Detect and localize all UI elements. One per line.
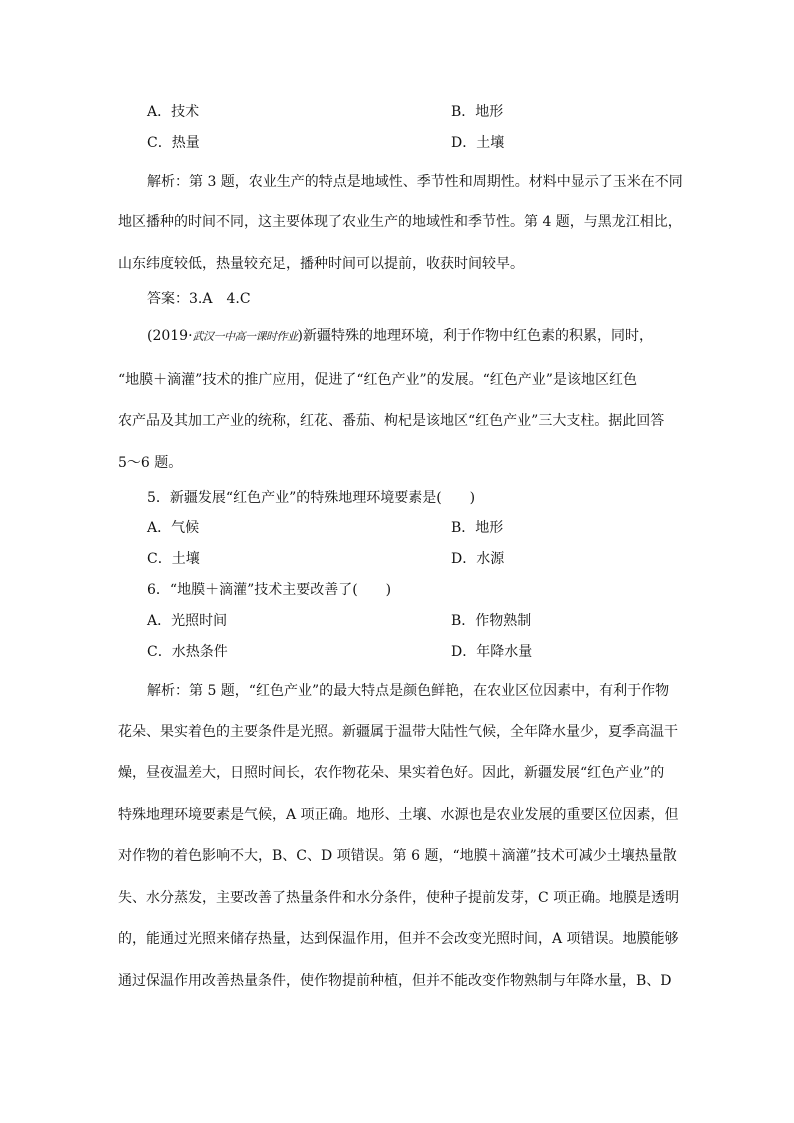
q5-option-d: D．水源 xyxy=(451,551,505,567)
question-6-stem: 6．“地膜＋滴灌”技术主要改善了( ) xyxy=(147,582,392,598)
analysis-line: 的，能通过光照来储存热量，达到保温作用，但并不会改变光照时间，A 项错误。地膜能够 xyxy=(118,931,679,947)
analysis-line: 花朵、果实着色的主要条件是光照。新疆属于温带大陆性气候，全年降水量少，夏季高温干 xyxy=(118,724,678,740)
question-5-stem: 5．新疆发展“红色产业”的特殊地理环境要素是( ) xyxy=(147,490,476,506)
analysis-line: 对作物的着色影响不大，B、C、D 项错误。第 6 题，“地膜＋滴灌”技术可减少土壤热量散 xyxy=(118,848,677,864)
analysis-line: 失、水分蒸发，主要改善了热量条件和水分条件，使种子提前发芽，C 项正确。地膜是透明 xyxy=(118,890,680,906)
material-line: 5～6 题。 xyxy=(118,455,183,471)
material-first-line xyxy=(147,326,653,347)
q5-option-b: B．地形 xyxy=(451,520,504,536)
q6-option-b: B．作物熟制 xyxy=(451,613,532,629)
q6-option-a: A．光照时间 xyxy=(147,613,228,629)
material-year: (2019· xyxy=(147,328,193,344)
option-c: C．热量 xyxy=(147,135,200,151)
analysis-line: 特殊地理环境要素是气候，A 项正确。地形、土壤、水源也是农业发展的重要区位因素，但 xyxy=(118,807,679,823)
material-source: 武汉一中高一课时作业 xyxy=(192,330,298,343)
answer-q3-q4: 答案：3.A 4.C xyxy=(147,291,251,307)
q5-option-a: A．气候 xyxy=(147,520,200,536)
option-a: A．技术 xyxy=(147,104,200,120)
q5-option-c: C．土壤 xyxy=(147,551,200,567)
q6-option-c: C．水热条件 xyxy=(147,644,228,660)
option-b: B．地形 xyxy=(451,104,504,120)
analysis-line: 解析：第 5 题，“红色产业”的最大特点是颜色鲜艳，在农业区位因素中，有利于作物 xyxy=(147,683,670,699)
analysis-line: 通过保温作用改善热量条件，使作物提前种植，但并不能改变作物熟制与年降水量，B、D xyxy=(118,973,672,989)
analysis-line: 山东纬度较低，热量较充足，播种时间可以提前，收获时间较早。 xyxy=(118,256,524,272)
material-line: “地膜＋滴灌”技术的推广应用，促进了“红色产业”的发展。“红色产业”是该地区红色 xyxy=(118,372,637,388)
material-first-tail: )新疆特殊的地理环境，利于作物中红色素的积累，同时， xyxy=(297,328,654,344)
material-line: 农产品及其加工产业的统称，红花、番茄、枸杞是该地区“红色产业”三大支柱。据此回答 xyxy=(118,413,665,429)
q6-option-d: D．年降水量 xyxy=(451,644,533,660)
analysis-line: 地区播种的时间不同，这主要体现了农业生产的地域性和季节性。第 4 题，与黑龙江相比， xyxy=(118,214,682,230)
option-d: D．土壤 xyxy=(451,135,505,151)
analysis-line: 燥，昼夜温差大，日照时间长，农作物花朵、果实着色好。因此，新疆发展“红色产业”的 xyxy=(118,765,665,781)
analysis-line: 解析：第 3 题，农业生产的特点是地域性、季节性和周期性。材料中显示了玉米在不同 xyxy=(147,174,683,190)
